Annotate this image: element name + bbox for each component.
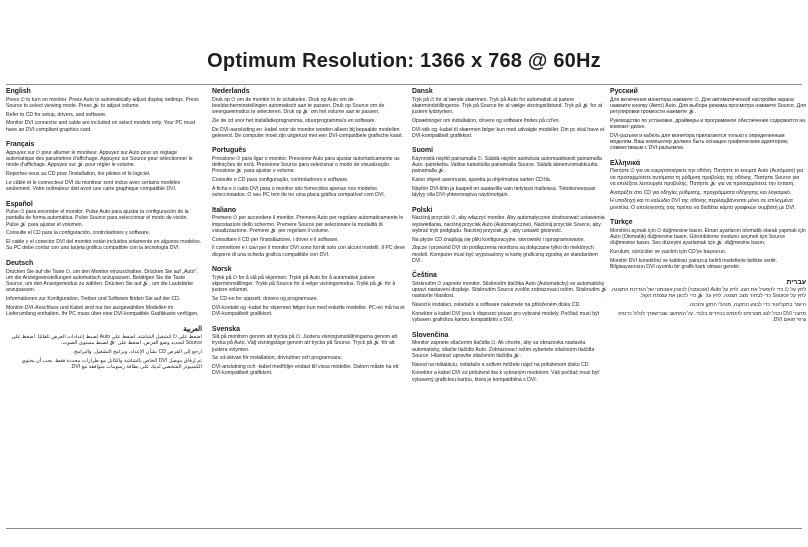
language-column-4 [610, 88, 806, 332]
language-section [610, 88, 806, 151]
language-section [412, 147, 608, 198]
instruction-paragraph: El cable y el conector DVI del monitor están incluidos solamente en algunos modelos. Su PC debe contar con una tarjeta gráfica compatible con la tecnología DVI. [6, 239, 202, 252]
instruction-paragraph: Consultare il CD per l'installazione, i driver e il software. [212, 236, 339, 243]
language-heading: Português [212, 147, 247, 155]
instruction-paragraph: Kurulum, sürücüler ve yazılım için CD'ye başvurun. [610, 248, 727, 255]
language-section [212, 147, 408, 198]
instruction-paragraph: Η υποδοχή και το καλώδιο DVI της οθόνης περιλαμβάνονται μόνο σε επιλεγμένα μοντέλα. Ο υπολογιστής σας πρέπει να διαθέτει κάρτα γραφικών συμβατή με DVI. [610, 198, 796, 211]
instruction-paragraph: Se CD-en for oppsett, drivere og programvare. [212, 295, 319, 302]
instruction-paragraph: Návod k instalaci, ovladače a software naleznete na přiloženém disku CD. [412, 302, 581, 309]
language-section [6, 88, 202, 133]
language-heading: עברית [786, 278, 806, 286]
instruction-paragraph: Monitor zapnete stlačením tlačidla ⏻. Ak chcete, aby sa obrazovka nastavila automaticky, stlačte tlačidlo Auto. Zobrazovací režim vyberiete stlačením tlačidla Source. Hlasitosť upravíte stlačením tlačidla 🔊. [412, 340, 595, 359]
instruction-paragraph: Drücken Sie auf die Taste ⏻, um den Monitor einzuschalten. Drücken Sie auf „Auto", um die Anzeigeeinstellungen automatisch anzupassen. Betätigen Sie die Taste Source, um den Anzeigemodus zu wählen. Drücken Sie auf 🔊, um die Lautstärke anzupassen. [6, 268, 198, 294]
page-title: Optimum Resolution: 1366 x 768 @ 60Hz [207, 50, 601, 72]
language-section [412, 332, 608, 383]
language-heading: Türkçe [610, 219, 633, 227]
language-section [610, 160, 806, 211]
language-heading: Svenska [212, 325, 240, 333]
instruction-paragraph: A ficha e o cabo DVI para o monitor são fornecidos apenas nos modelos seleccionados. O seu PC tem de ter uma placa gráfica compatível com DVI. [212, 185, 386, 199]
instruction-paragraph: De DVI-aansluiting en -kabel voor de monitor worden alleen bij bepaalde modellen geleverd. De computer moet zijn uitgerust met een DVI-compatibele grafische kaart. [212, 126, 404, 139]
language-heading: Čeština [412, 272, 437, 280]
language-column-3 [412, 88, 608, 391]
language-heading: Русский [610, 88, 638, 95]
instruction-paragraph: Näytön DVI-liitin ja kaapeli on saatavilla vain tietyissä malleissa. Tietokoneessasi täytyy olla DVI-yhteensopiva näytönohjain. [412, 185, 596, 199]
instruction-paragraph: Slå på monitorn genom att trycka på ⏻. Justera visningsinställningarna genom att trycka på Auto. Välj visningsläge genom att trycka på Source. Tryck på 🔊 för att justera volymen. [212, 334, 398, 353]
instruction-paragraph: Monitör DVI konektörü ve kablosu yalnızca belirli modellerle birlikte verilir. Bilgisayarınızın DVI uyumlu bir grafik kartı olması gerekir. [610, 257, 778, 270]
instruction-paragraph: Katso ohjeet asennusta, ajureita ja ohjelmistoa varten CD:ltä. [412, 177, 552, 184]
instruction-paragraph: Il connettore e i cavi per il monitor DVI sono forniti solo con alcuni modelli. Il PC deve disporre di una scheda grafica compatibile con DVI. [212, 245, 406, 258]
instruction-paragraph: Press ⏻ to turn on monitor. Press Auto to automatically adjust display settings. Press Source to select viewing mode. Press 🔊 to adjust volume. [6, 96, 199, 109]
instruction-paragraph: Πατήστε ⏻ για να ενεργοποιήσετε την οθόνη. Πατήστε το κουμπί Auto (Αυτόματο) για να προσαρμόσετε αυτόματα τη ρύθμιση προβολής της οθόνης. Πατήστε Source για να επιλέξετε λειτουργία προβολής. Πατήστε 🔊 για να προσαρμόσετε την ένταση. [610, 168, 804, 187]
instruction-paragraph: Pressione ⏻ para ligar o monitor. Pressione Auto para ajustar automaticamente as definições do ecrã. Pressione Source para selecionar o modo de visualização. Pressione 🔊 para ajustar o volume. [212, 155, 400, 175]
instruction-paragraph: Käynnistä näyttö painamalla ⏻. Säädä näytön asetuksia automaattisesti painamalla Auto -painiketta. Valitse katselutila painamalla Source. Säädä äänenvoimakkuutta painamalla 🔊. [412, 155, 602, 175]
language-heading: Français [6, 141, 35, 149]
instruction-paragraph: Naciśnij przycisk ⏻, aby włączyć monitor. Aby automatycznie dostosować ustawienia wyświetlania, naciśnij przycisk Auto (Automatycznie). Naciśnij przycisk Source, aby wybrać tryb podglądu. Naciśnij przycisk 🔊, aby ustawić głośność. [412, 215, 605, 234]
language-heading: Nederlands [212, 88, 250, 95]
language-section [412, 207, 608, 264]
instruction-paragraph: Pulse ⏻ para encender el monitor. Pulse Auto para ajustar la configuración de la pantalla de forma automática. Pulse Source para seleccionar el modo de visión. Pulse 🔊 para ajustar el volumen. [6, 209, 189, 228]
instruction-paragraph: היעזר בתקליטור כדי לבצע התקנה, מנהלי התקן ותוכנה. [688, 302, 806, 309]
language-heading: Italiano [212, 206, 237, 214]
instruction-paragraph: Trykk på ⏻ for å slå på skjermen. Trykk på Auto for å automatisk justere skjerminnstillinger. Trykk på Source for å velge visningsmodus. Trykk på 🔊 for å justere volumet. [212, 274, 396, 294]
instruction-paragraph: Stisknutím ⏻ zapnete monitor. Stisknutím tlačítka Auto (Automaticky) se automaticky upraví nastavení displeje. Stisknutím Source zvolíte zobrazovací režim. Stisknutím 🔊 nastavíte hlasitost. [412, 280, 608, 300]
instruction-paragraph: Návod na inštaláciu, ovládače a softvér môžete nájsť na priloženom disku CD. [412, 361, 590, 368]
instruction-paragraph: تم إرفاق موصل DVI الخاص بالشاشة والكابل مع طرازات محددة فقط. يجب أن يحتوي الكمبيوتر الشخصي لديك على بطاقة رسومات متوافقة مع DVI. [21, 357, 202, 371]
language-section [6, 201, 202, 252]
language-section [6, 260, 202, 317]
language-heading: العربية [183, 325, 202, 333]
instruction-paragraph: Tryk på ⏻ for at tænde skærmen. Tryk på Auto for automatisk at justere skærmindstillingerne. Tryk på Source for at vælge visningstilstand. Tryk på 🔊 for at justere lydstyrken. [412, 96, 603, 115]
language-heading: Deutsch [6, 260, 34, 268]
instruction-paragraph: Monitor DVI connector and cable are included on select models only. Your PC must have an DVI-compliant graphics card. [6, 120, 196, 133]
language-heading: Polski [412, 206, 433, 214]
language-heading: English [6, 88, 31, 95]
language-section [212, 207, 408, 258]
instruction-paragraph: Opsætninger om installation, drivere og software findes på cd'en. [412, 117, 560, 124]
instruction-paragraph: לחץ על ⏻ כדי להפעיל את הצג. לחץ על Auto (אוטומטי) לכוונון אוטומטי של הגדרות התצוגה. לחץ על Source כדי לבחור מצב תצוגה. לחץ על 🔊 כדי לכוונן את עוצמת הקול. [610, 287, 806, 300]
instruction-paragraph: Informationen zur Konfiguration, Treiber und Software finden Sie auf der CD. [6, 295, 181, 302]
instruction-paragraph: Monitörü açmak için ⏻ düğmesine basın. Ekran ayarlarını otomatik olarak yapmak için Auto (Otomatik) düğmesine basın. Görüntüleme modunu seçmek için Source düğmesine basın. Ses düzeyini ayarlamak için 🔊 düğmesine basın. [610, 227, 806, 247]
language-section [212, 88, 408, 139]
instruction-paragraph: Consulte o CD para configuração, controladores e software. [212, 177, 349, 184]
instruction-paragraph: Ανατρέξτε στο CD για οδηγίες ρύθμισης, προγράμματα οδήγησης και λογισμικό. [610, 189, 792, 196]
instruction-paragraph: DVI-stik og -kabel til skærmen følger kun med udvalgte modeller. Din pc skal have et DVI-kompatibelt grafikkort. [412, 126, 605, 139]
bottom-divider [6, 528, 802, 529]
language-section [6, 141, 202, 192]
instruction-paragraph: Refer to CD for setup, drivers, and software. [6, 111, 107, 118]
instruction-paragraph: Na płycie CD znajdują się pliki konfiguracyjne, sterowniki i oprogramowanie. [412, 236, 585, 243]
language-heading: Suomi [412, 147, 434, 155]
language-heading: Ελληνικά [610, 159, 641, 167]
instruction-paragraph: ارجع إلى القرص CD بشأن الإعداد، وبرامج التشغيل، والبرامج. [72, 349, 202, 356]
instruction-paragraph: Konektor a kabel DVI jsou k dispozici pouze pro vybrané modely. Počítač musí být vybaven grafickou kartou kompatibilní s DVI. [412, 310, 600, 324]
instruction-paragraph: Руководство по установке, драйверы и программное обеспечение содержатся на компакт-диске. [610, 117, 806, 130]
instruction-paragraph: Konektor a kábel DVI sú priložené iba k vybraným modelom. Váš počítač musí byť vybavený grafickou kartou, ktorá je kompatibilná s DVI. [412, 370, 600, 383]
language-section [212, 266, 408, 317]
language-heading: Slovenčina [412, 331, 449, 339]
instruction-paragraph: Appuyez sur ⏻ pour allumer le moniteur. Appuyez sur Auto pour un réglage automatique des paramètres d'affichage. Appuyez sur Source pour sélectionner le mode d'affichage. Appuyez sur 🔊 pour régler le volume. [6, 149, 193, 169]
language-section [610, 279, 806, 324]
instruction-paragraph: Le câble et le connecteur DVI du moniteur sont inclus avec certains modèles seulement. Votre ordinateur doit avoir une carte graphique compatible DVI. [6, 179, 181, 192]
instruction-paragraph: Druk op ⏻ om de monitor in te schakelen. Druk op Auto om de beeldscherminstellingen automatisch aan te passen. Druk op Source om de weergavemodus te selecteren. Druk op 🔊 om het volume aan te passen. [212, 96, 385, 115]
language-heading: Norsk [212, 266, 232, 274]
instruction-paragraph: DVI-разъем и кабель для монитора прилагаются только к определенным моделям. Ваш компьютер должен быть оснащен графическим адаптером, совместимым с DVI-разъемом. [610, 132, 789, 152]
language-section [212, 326, 408, 377]
language-column-2 [212, 88, 408, 385]
language-section [610, 219, 806, 270]
language-section [412, 272, 608, 323]
instruction-paragraph: Consulte el CD para la configuración, controladores y software. [6, 230, 151, 237]
language-section [412, 88, 608, 139]
instruction-paragraph: Для включения монитора нажмите ⏻. Для автоматической настройки экрана нажмите кнопку (Авто) Auto. Для выбора режима просмотра нажмите Source. Для регулировки громкости нажмите 🔊. [610, 96, 806, 115]
instruction-paragraph: מחבר DVI וכבל לצג מצורפים לדגמים נבחרים בלבד. על המחשב שברשותך לכלול כרטיס גרפי תואם DVI. [618, 310, 806, 324]
instruction-paragraph: DVI-kontakt og -kabel for skjermen følger kun med enkelte modeller. PC-en må ha et DVI-kompatibelt grafikkort. [212, 304, 405, 317]
language-heading: Dansk [412, 88, 433, 95]
instruction-paragraph: Reportez-vous au CD pour l'installation, les pilotes et le logiciel. [6, 170, 151, 177]
instruction-paragraph: Zie de cd voor het installatieprogramma, stuurprogramma's en software. [212, 117, 376, 124]
language-section [6, 326, 202, 371]
instruction-paragraph: DVI-anslutning och -kabel medföljer endast till vissa modeller. Datorn måste ha ett DVI-kompatibelt grafikkort. [212, 364, 399, 377]
instruction-paragraph: Złącze i przewód DVI do podłączenia monitora są dołączane tylko do niektórych modeli. Komputer musi być wyposażony w kartę graficzną zgodną ze standardem DVI. [412, 245, 598, 264]
instruction-paragraph: اضغط على ⏻ لتشغيل الشاشة. اضغط على Auto لضبط إعدادات العرض تلقائيًا. اضغط على Source لتحديد وضع العرض. اضغط على 🔊 لضبط مستوى الصوت. [11, 334, 202, 347]
instruction-paragraph: Monitor-DVI-Anschluss und Kabel sind nur bei ausgewählten Modellen im Lieferumfang enthalten. Ihr PC muss über eine DVI-kompatible Grafikkarte verfügen. [6, 304, 199, 317]
language-column-1 [6, 88, 202, 379]
instruction-paragraph: Se cd-skivan för installation, drivrutiner och programvara. [212, 355, 342, 362]
instruction-paragraph: Premere ⏻ per accendere il monitor. Premere Auto per regolare automaticamente le impostazioni dello schermo. Premere Source per selezionare la modalità di visualizzazione. Premere 🔊 per regolare il volume. [212, 215, 404, 234]
language-heading: Español [6, 200, 33, 208]
top-divider [6, 84, 802, 85]
